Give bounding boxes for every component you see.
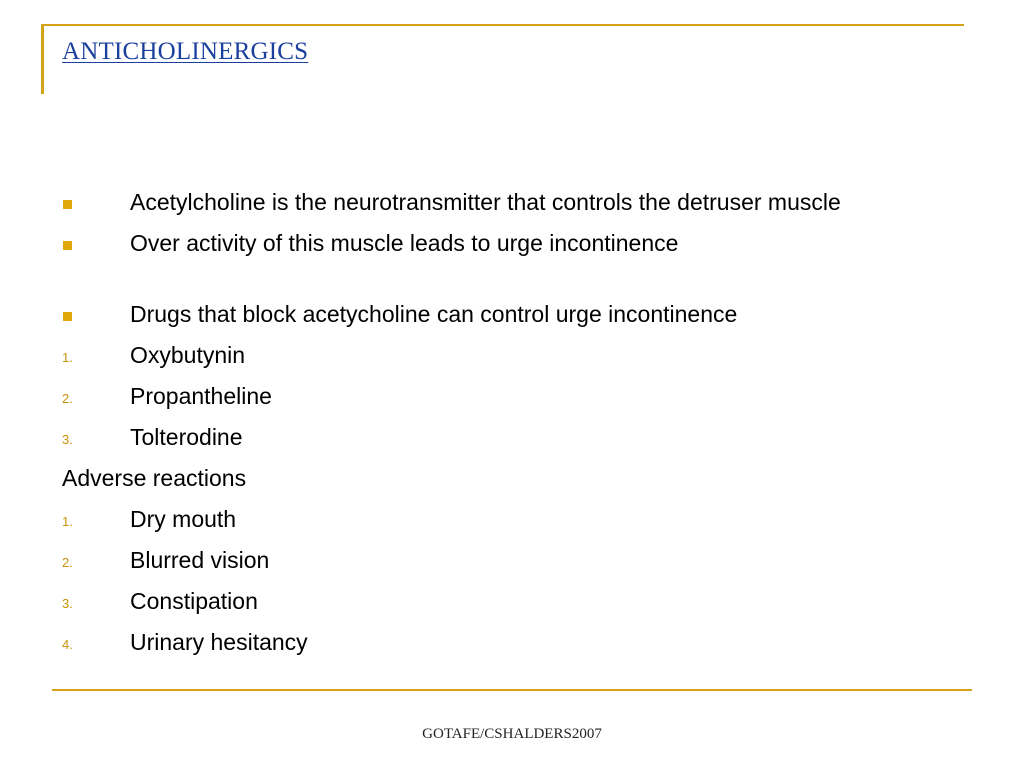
list-number: 3. [62,432,73,447]
adverse-reaction: Dry mouth [130,506,237,532]
bottom-rule [52,689,972,691]
bullet-marker [62,298,130,328]
adverse-reaction: Constipation [130,588,258,614]
list-number: 2. [62,391,73,406]
drug-list-item [62,380,942,412]
square-bullet-icon [63,241,72,250]
slide-title: ANTICHOLINERGICS [62,38,309,65]
drug-list-item [62,421,942,453]
adverse-reaction: Blurred vision [130,547,270,573]
adverse-heading-row [62,462,942,494]
square-bullet-icon [63,200,72,209]
drug-name: Tolterodine [130,424,243,450]
list-number: 2. [62,555,73,570]
square-bullet-icon [63,312,72,321]
drug-list-item [62,339,942,371]
bullet-text: Drugs that block acetycholine can control urge incontinence [130,301,738,327]
list-number: 4. [62,637,73,652]
adverse-list-item [62,544,942,576]
bullet-item [62,186,942,218]
bullet-text: Over activity of this muscle leads to urge incontinence [130,230,679,256]
bullet-marker [62,186,130,216]
bullet-text: Acetylcholine is the neurotransmitter that controls the detruser muscle [130,189,841,215]
slide-body [62,186,942,667]
slide-footer: GOTAFE/CSHALDERS2007 [422,726,602,742]
list-number: 1. [62,514,73,529]
adverse-list-item [62,585,942,617]
drug-name: Oxybutynin [130,342,246,368]
list-number: 1. [62,350,73,365]
adverse-reaction: Urinary hesitancy [130,629,308,655]
drug-name: Propantheline [130,383,272,409]
list-number: 3. [62,596,73,611]
adverse-list-item [62,503,942,535]
bullet-item [62,298,942,330]
left-rule [41,24,44,94]
adverse-heading: Adverse reactions [62,465,247,491]
top-rule [42,24,964,26]
adverse-list-item [62,626,942,658]
bullet-marker [62,227,130,257]
bullet-item [62,227,942,259]
